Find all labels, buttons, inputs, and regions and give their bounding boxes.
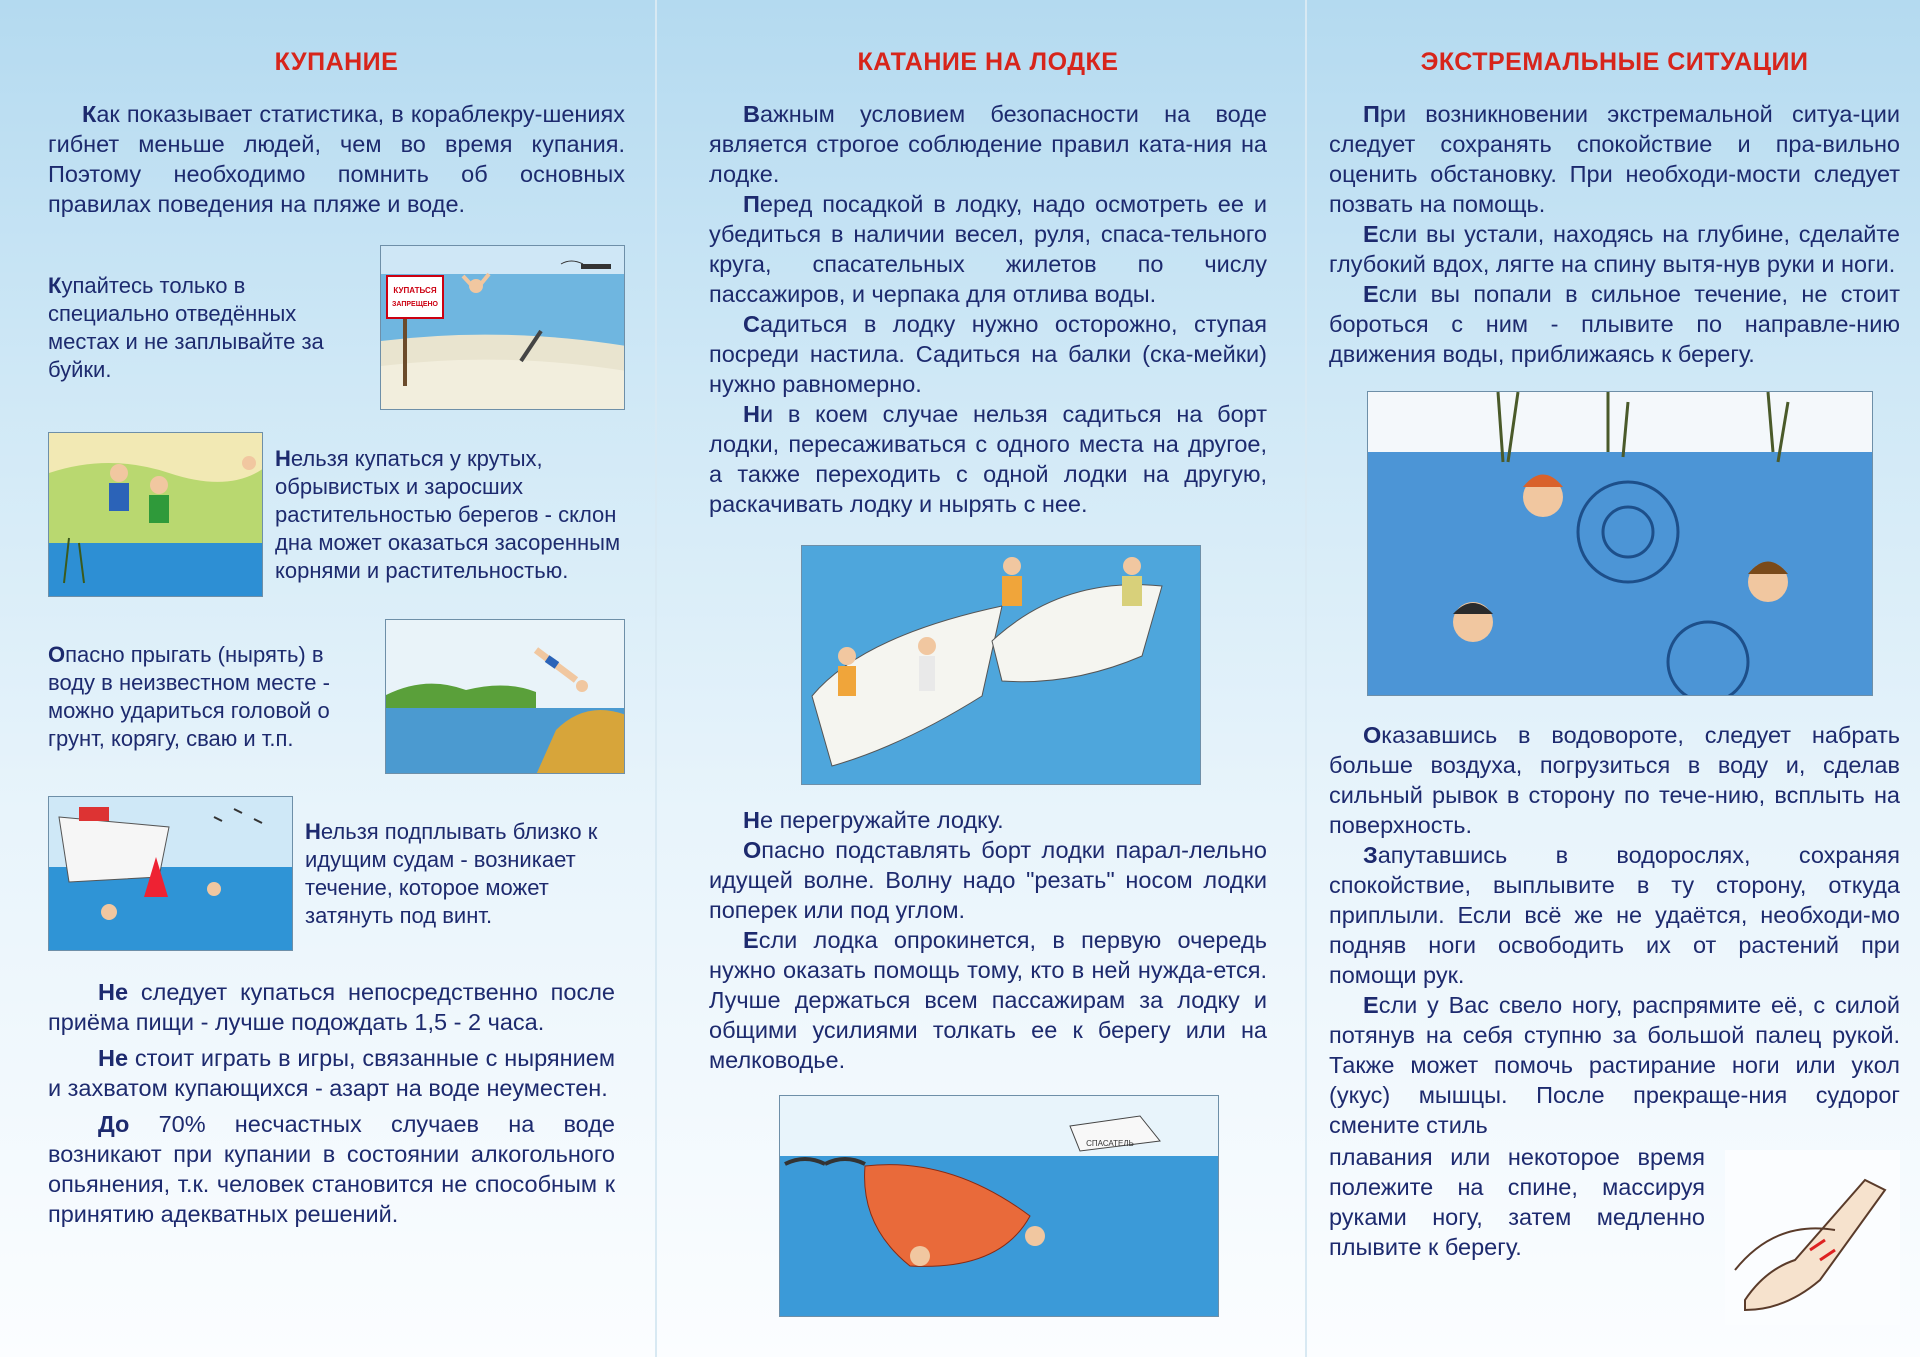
extreme-para-5: Запутавшись в водорослях, сохраняя спокойствие, выплывите в ту сторону, откуда приплыли. Если всё же не удаётся, необходи-мо подняв ноги освободить их от растений при помощи рук.: [1329, 842, 1900, 988]
extreme-para-1: При возникновении экстремальной ситуа-ции следует сохранять спокойствие и пра-вильно оценить обстановку. При необходи-мости следует позвать на помощь.: [1329, 101, 1900, 217]
illustration-ship-swimmers: [48, 796, 293, 951]
swimming-intro: Как показывает статистика, в кораблекру-шениях гибнет меньше людей, чем во время купания. Поэтому необходимо помнить об основных правилах поведения на пляже и воде.: [48, 101, 625, 217]
boating-para-1: Важным условием безопасности на воде является строгое соблюдение правил ката-ния на лодке.: [709, 101, 1267, 187]
rule-ships: [48, 796, 625, 951]
cramp-row: [1329, 1142, 1900, 1325]
rule-text: Нельзя подплывать близко к идущим судам - возникает течение, которое может затянуть под винт.: [305, 818, 598, 928]
illustration-capsized-wrap: [779, 1095, 1267, 1317]
panel-boating: [655, 0, 1305, 1357]
boating-para-3: Садиться в лодку нужно осторожно, ступая посреди настила. Садиться на балки (ска-мейки) нужно равномерно.: [709, 311, 1267, 397]
boating-para-2: Перед посадкой в лодку, надо осмотреть ее и убедиться в наличии весел, руля, спаса-тельного круга, спасательных жилетов по числу пассажиров, и черпака для отлива воды.: [709, 191, 1267, 307]
extreme-para-6: Если у Вас свело ногу, распрямите её, с силой потянув на себя ступню за большой палец рукой. Также может помочь растирание ноги или укол (укус) мышцы. После прекраще-ния судорог смените стиль: [1329, 992, 1900, 1138]
boating-title: КАТАНИЕ НА ЛОДКЕ: [857, 48, 1119, 76]
rule-text: Купайтесь только в специально отведённых местах и не заплывайте за буйки.: [48, 272, 324, 382]
extreme-title: ЭКСТРЕМАЛЬНЫЕ СИТУАЦИИ: [1420, 48, 1809, 76]
svg-text:КУПАТЬСЯ: КУПАТЬСЯ: [393, 286, 437, 295]
illustration-boats-wrap: [801, 545, 1267, 785]
extreme-para-2: Если вы устали, находясь на глубине, сделайте глубокий вдох, лягте на спину вытя-нув руки и ноги.: [1329, 221, 1900, 277]
rule-alcohol: До 70% несчастных случаев на воде возникают при купании в состоянии алкогольного опьянения, т.к. человек становится не способным к принятию адекватных решений.: [48, 1111, 615, 1227]
illustration-boats: [801, 545, 1201, 785]
extreme-rules-2: [1329, 720, 1900, 1140]
boating-para-7: Если лодка опрокинется, в первую очередь нужно оказать помощь тому, кто в ней нужда-ется. Лучше держаться всем пассажирам за лодку и общими усилиями толкать ее к берегу или на мелководье.: [709, 927, 1267, 1073]
rule-after-meal: Не следует купаться непосредственно после приёма пищи - лучше подождать 1,5 - 2 часа.: [48, 979, 615, 1035]
illustration-capsized-boat: [779, 1095, 1219, 1317]
swimming-title: КУПАНИЕ: [274, 48, 399, 76]
svg-text:ЗАПРЕЩЕНО: ЗАПРЕЩЕНО: [391, 301, 439, 308]
extreme-para-4: Оказавшись в водовороте, следует набрать больше воздуха, погрузиться в воду и, сделав сильный рывок в сторону по тече-нию, всплыть на поверхность.: [1329, 722, 1900, 838]
svg-text:СПАСАТЕЛЬ: СПАСАТЕЛЬ: [1086, 1139, 1134, 1148]
panel-extreme: [1305, 0, 1920, 1357]
illustration-forbidden-sign: [380, 245, 625, 410]
swimming-rules: [48, 977, 625, 1229]
illustration-foot-massage: [1725, 1150, 1900, 1325]
illustration-kids-bank: [48, 432, 263, 597]
boating-para-4: Ни в коем случае нельзя садиться на борт лодки, пересаживаться с одного места на другое, а также переходить с одной лодки на другую, раскачивать лодку и нырять с нее.: [709, 401, 1267, 517]
extreme-para-3: Если вы попали в сильное течение, не стоит бороться с ним - плывите по направле-нию движения воды, приближаясь к берегу.: [1329, 281, 1900, 367]
rule-swim-designated: [48, 245, 625, 410]
boating-para-5: Не перегружайте лодку.: [743, 807, 1004, 833]
panel-swimming: [0, 0, 655, 1357]
rule-text: Нельзя купаться у крутых, обрывистых и заросших растительностью берегов - склон дна может оказаться засоренным корнями и растительностью.: [275, 445, 621, 583]
illustration-whirlpool: [1367, 391, 1873, 696]
illustration-whirlpool-wrap: [1367, 391, 1900, 696]
illustration-diver: [385, 619, 625, 774]
boating-para-6: Опасно подставлять борт лодки парал-лельно идущей волне. Волну надо "резать" носом лодки поперек или под углом.: [709, 837, 1267, 923]
rule-text: Опасно прыгать (нырять) в воду в неизвестном месте - можно удариться головой о грунт, корягу, сваю и т.п.: [48, 641, 330, 751]
rule-steep-banks: [48, 432, 625, 597]
rule-diving: [48, 619, 625, 774]
extreme-para-6-end: плавания или некоторое время полежите на спине, массируя руками ногу, затем медленно плывите к берегу.: [1329, 1144, 1705, 1260]
rule-no-games: Не стоит играть в игры, связанные с нырянием и захватом купающихся - азарт на воде неуместен.: [48, 1045, 615, 1101]
boating-rules-2: [709, 805, 1267, 1075]
